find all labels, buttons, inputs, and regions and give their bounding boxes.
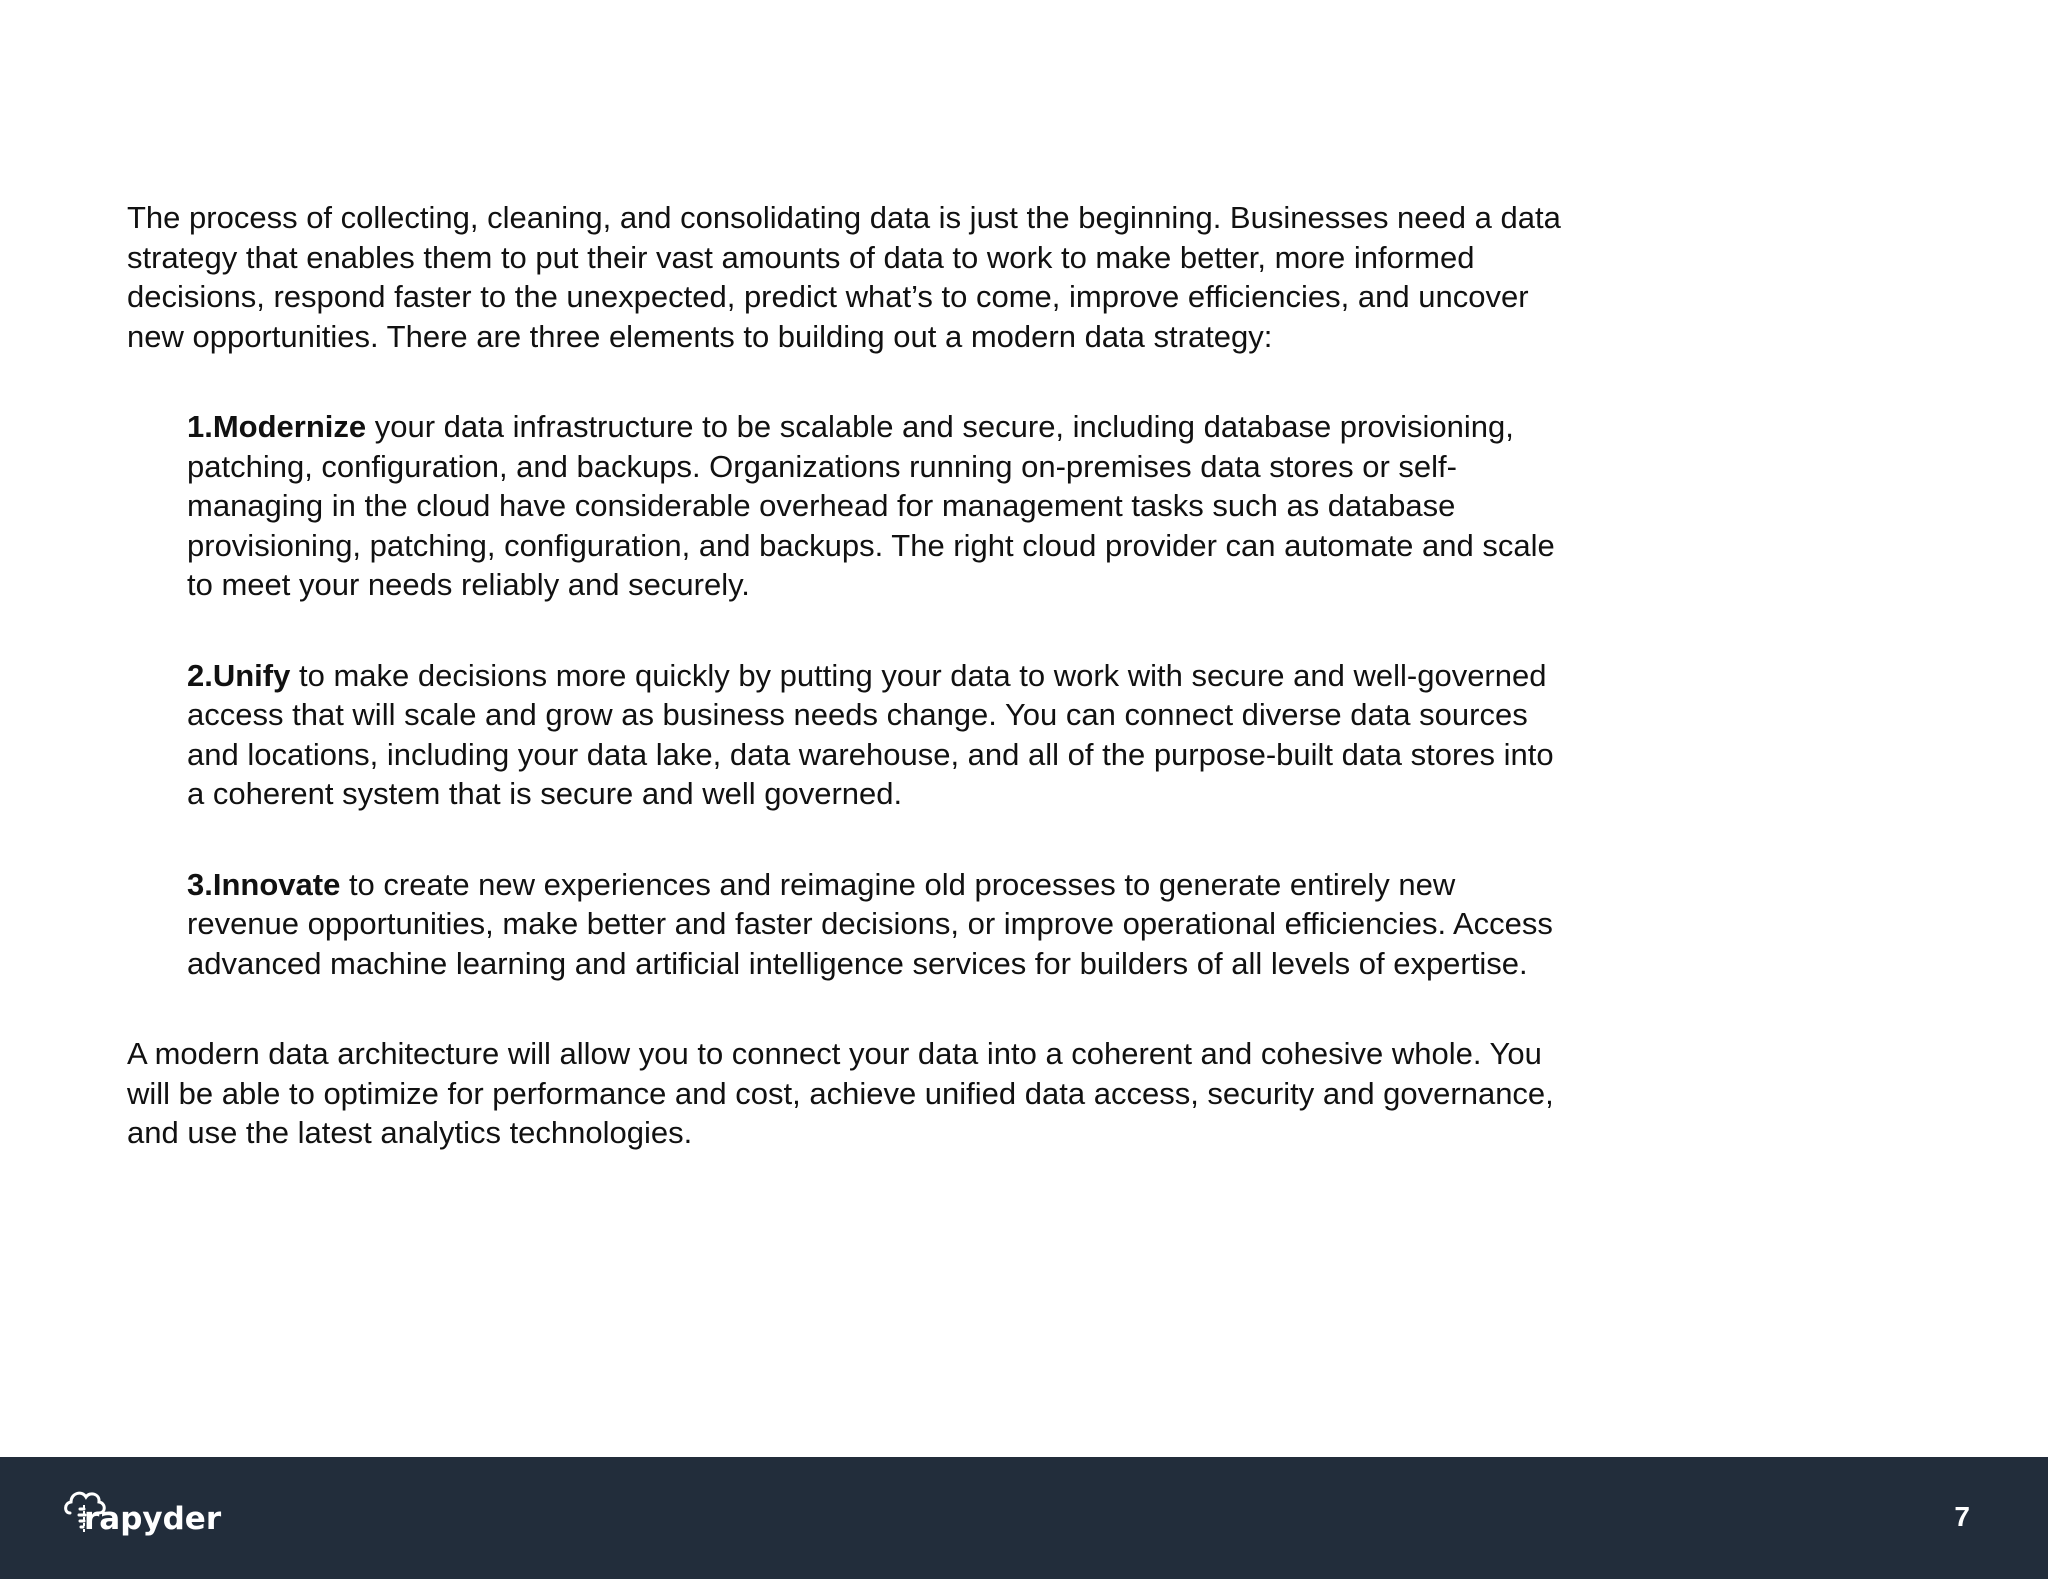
logo-wordmark: rapyder [84,1501,222,1537]
item-text: your data infrastructure to be scalable and secure, including database provisioning, patching, configuration, and backups. Organizations running on-premises data stores or self- managing in the cloud have considerable overhead for management tasks such as database provisioning, patching, configuration, and backups. The right cloud provider can automate and scale to meet your needs reliably and securely. [187,409,1555,602]
document-body [127,198,1687,1153]
page-footer [0,1457,2048,1579]
intro-paragraph: The process of collecting, cleaning, and consolidating data is just the beginning. Businesses need a data strategy that enables them to put their vast amounts of data to work to make better, more informed decisions, respond faster to the unexpected, predict what’s to come, improve efficiencies, and uncover new opportunities. There are three elements to building out a modern data strategy: [127,200,1561,354]
item-lead: 2.Unify [187,657,291,693]
list-item-unify [187,656,1687,814]
rapyder-logo [62,1487,222,1547]
item-text: to make decisions more quickly by putting your data to work with secure and well-governed access that will scale and grow as business needs change. You can connect diverse data sources and locations, including your data lake, data warehouse, and all of the purpose-built data stores into a coherent system that is secure and well governed. [187,657,1554,811]
list-item-modernize [187,407,1687,605]
outro-paragraph: A modern data architecture will allow you to connect your data into a coherent and cohesive whole. You will be able to optimize for performance and cost, achieve unified data access, security and governance, and use the latest analytics technologies. [127,1036,1554,1150]
page-number: 7 [1954,1501,1970,1532]
item-text: to create new experiences and reimagine old processes to generate entirely new revenue opportunities, make better and faster decisions, or improve operational efficiencies. Access advanced machine learning and artificial intelligence services for builders of all levels of expertise. [187,866,1553,981]
item-lead: 1.Modernize [187,409,367,444]
item-lead: 3.Innovate [187,866,341,902]
list-item-innovate [187,865,1687,984]
